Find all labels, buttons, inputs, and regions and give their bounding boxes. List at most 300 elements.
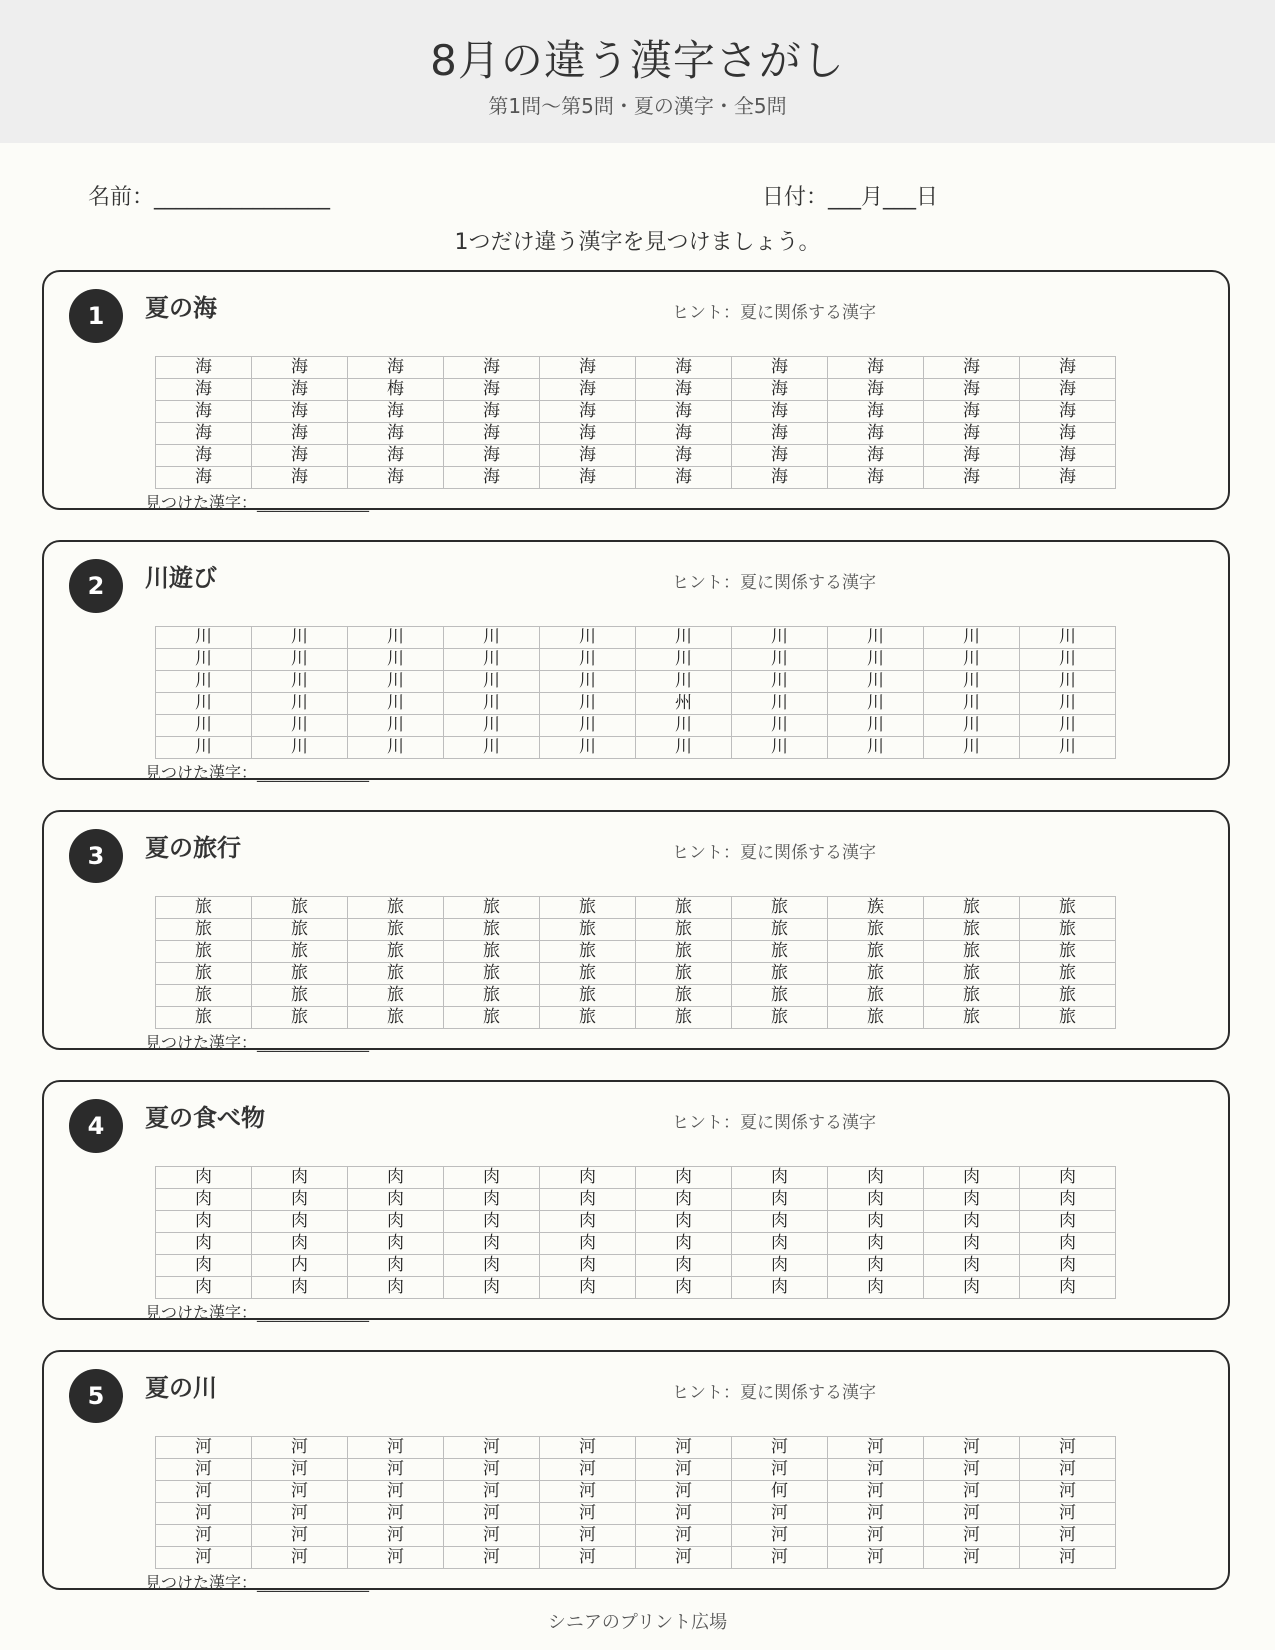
- kanji-cell[interactable]: 海: [924, 357, 1020, 379]
- kanji-cell[interactable]: 河: [348, 1503, 444, 1525]
- kanji-cell[interactable]: 海: [636, 467, 732, 489]
- kanji-cell[interactable]: 肉: [828, 1255, 924, 1277]
- kanji-cell[interactable]: 旅: [348, 1007, 444, 1029]
- kanji-cell[interactable]: 河: [1020, 1503, 1116, 1525]
- kanji-cell[interactable]: 海: [828, 445, 924, 467]
- kanji-cell[interactable]: 河: [444, 1437, 540, 1459]
- kanji-cell[interactable]: 川: [924, 737, 1020, 759]
- kanji-cell[interactable]: 海: [540, 467, 636, 489]
- kanji-cell[interactable]: 川: [444, 737, 540, 759]
- kanji-cell[interactable]: 肉: [156, 1167, 252, 1189]
- kanji-cell[interactable]: 川: [732, 671, 828, 693]
- kanji-cell[interactable]: 川: [156, 671, 252, 693]
- kanji-cell[interactable]: 海: [348, 445, 444, 467]
- kanji-cell[interactable]: 肉: [156, 1233, 252, 1255]
- kanji-cell[interactable]: 旅: [444, 919, 540, 941]
- kanji-cell[interactable]: 河: [156, 1437, 252, 1459]
- kanji-cell[interactable]: 川: [156, 737, 252, 759]
- kanji-cell[interactable]: 旅: [636, 1007, 732, 1029]
- kanji-cell[interactable]: 旅: [348, 963, 444, 985]
- kanji-cell[interactable]: 海: [348, 401, 444, 423]
- kanji-cell[interactable]: 河: [636, 1481, 732, 1503]
- kanji-cell[interactable]: 河: [444, 1547, 540, 1569]
- kanji-cell[interactable]: 州: [636, 693, 732, 715]
- kanji-cell[interactable]: 旅: [1020, 897, 1116, 919]
- kanji-cell[interactable]: 河: [924, 1481, 1020, 1503]
- kanji-cell[interactable]: 河: [252, 1437, 348, 1459]
- kanji-cell[interactable]: 川: [252, 715, 348, 737]
- kanji-cell[interactable]: 旅: [156, 919, 252, 941]
- kanji-cell[interactable]: 海: [540, 379, 636, 401]
- kanji-cell[interactable]: 川: [732, 737, 828, 759]
- found-kanji-answer-line[interactable]: 見つけた漢字：______________: [145, 763, 370, 782]
- kanji-cell[interactable]: 旅: [156, 985, 252, 1007]
- kanji-cell[interactable]: 旅: [924, 897, 1020, 919]
- kanji-cell[interactable]: 旅: [732, 897, 828, 919]
- kanji-cell[interactable]: 肉: [156, 1255, 252, 1277]
- kanji-cell[interactable]: 海: [732, 379, 828, 401]
- kanji-cell[interactable]: 肉: [348, 1211, 444, 1233]
- kanji-cell[interactable]: 旅: [924, 1007, 1020, 1029]
- kanji-cell[interactable]: 肉: [540, 1277, 636, 1299]
- kanji-cell[interactable]: 肉: [540, 1167, 636, 1189]
- kanji-cell[interactable]: 旅: [252, 919, 348, 941]
- kanji-cell[interactable]: 河: [1020, 1547, 1116, 1569]
- kanji-cell[interactable]: 旅: [348, 985, 444, 1007]
- kanji-cell[interactable]: 肉: [252, 1233, 348, 1255]
- kanji-cell[interactable]: 河: [828, 1437, 924, 1459]
- kanji-cell[interactable]: 肉: [1020, 1233, 1116, 1255]
- kanji-cell[interactable]: 肉: [444, 1167, 540, 1189]
- kanji-cell[interactable]: 旅: [924, 919, 1020, 941]
- kanji-cell[interactable]: 肉: [636, 1189, 732, 1211]
- kanji-cell[interactable]: 海: [540, 401, 636, 423]
- kanji-cell[interactable]: 海: [252, 423, 348, 445]
- kanji-cell[interactable]: 旅: [444, 963, 540, 985]
- kanji-cell[interactable]: 川: [828, 649, 924, 671]
- kanji-cell[interactable]: 川: [1020, 649, 1116, 671]
- kanji-cell[interactable]: 河: [156, 1525, 252, 1547]
- kanji-cell[interactable]: 河: [540, 1481, 636, 1503]
- kanji-cell[interactable]: 族: [828, 897, 924, 919]
- kanji-cell[interactable]: 海: [636, 401, 732, 423]
- kanji-cell[interactable]: 海: [828, 379, 924, 401]
- kanji-cell[interactable]: 川: [1020, 671, 1116, 693]
- kanji-cell[interactable]: 海: [252, 379, 348, 401]
- kanji-cell[interactable]: 川: [1020, 715, 1116, 737]
- kanji-cell[interactable]: 海: [444, 379, 540, 401]
- kanji-cell[interactable]: 河: [444, 1503, 540, 1525]
- kanji-cell[interactable]: 旅: [252, 985, 348, 1007]
- kanji-cell[interactable]: 旅: [1020, 941, 1116, 963]
- kanji-cell[interactable]: 河: [348, 1481, 444, 1503]
- kanji-cell[interactable]: 海: [828, 467, 924, 489]
- kanji-cell[interactable]: 河: [156, 1459, 252, 1481]
- found-kanji-answer-line[interactable]: 見つけた漢字：______________: [145, 1303, 370, 1322]
- kanji-cell[interactable]: 海: [1020, 423, 1116, 445]
- kanji-cell[interactable]: 旅: [732, 985, 828, 1007]
- kanji-cell[interactable]: 旅: [924, 963, 1020, 985]
- kanji-cell[interactable]: 海: [1020, 401, 1116, 423]
- kanji-cell[interactable]: 海: [156, 445, 252, 467]
- kanji-cell[interactable]: 肉: [636, 1277, 732, 1299]
- kanji-cell[interactable]: 海: [828, 423, 924, 445]
- kanji-cell[interactable]: 河: [828, 1459, 924, 1481]
- kanji-cell[interactable]: 河: [252, 1547, 348, 1569]
- kanji-cell[interactable]: 海: [156, 423, 252, 445]
- kanji-cell[interactable]: 肉: [444, 1211, 540, 1233]
- kanji-cell[interactable]: 川: [540, 693, 636, 715]
- kanji-cell[interactable]: 肉: [924, 1255, 1020, 1277]
- kanji-cell[interactable]: 川: [732, 649, 828, 671]
- kanji-cell[interactable]: 川: [924, 649, 1020, 671]
- kanji-cell[interactable]: 旅: [156, 1007, 252, 1029]
- kanji-cell[interactable]: 川: [636, 737, 732, 759]
- kanji-cell[interactable]: 河: [348, 1547, 444, 1569]
- kanji-cell[interactable]: 旅: [636, 897, 732, 919]
- kanji-cell[interactable]: 河: [156, 1481, 252, 1503]
- kanji-cell[interactable]: 河: [1020, 1459, 1116, 1481]
- kanji-cell[interactable]: 川: [156, 693, 252, 715]
- kanji-cell[interactable]: 肉: [732, 1189, 828, 1211]
- kanji-cell[interactable]: 肉: [828, 1167, 924, 1189]
- kanji-cell[interactable]: 海: [156, 357, 252, 379]
- kanji-cell[interactable]: 海: [1020, 357, 1116, 379]
- kanji-cell[interactable]: 海: [828, 401, 924, 423]
- kanji-cell[interactable]: 旅: [444, 985, 540, 1007]
- found-kanji-answer-line[interactable]: 見つけた漢字：______________: [145, 1573, 370, 1592]
- kanji-cell[interactable]: 肉: [636, 1255, 732, 1277]
- kanji-cell[interactable]: 肉: [444, 1255, 540, 1277]
- kanji-cell[interactable]: 肉: [540, 1211, 636, 1233]
- kanji-cell[interactable]: 海: [1020, 379, 1116, 401]
- kanji-cell[interactable]: 河: [828, 1547, 924, 1569]
- kanji-cell[interactable]: 肉: [1020, 1255, 1116, 1277]
- kanji-cell[interactable]: 海: [540, 357, 636, 379]
- kanji-cell[interactable]: 何: [732, 1481, 828, 1503]
- kanji-cell[interactable]: 海: [732, 423, 828, 445]
- kanji-cell[interactable]: 川: [348, 715, 444, 737]
- kanji-cell[interactable]: 海: [636, 357, 732, 379]
- kanji-cell[interactable]: 川: [348, 737, 444, 759]
- kanji-cell[interactable]: 川: [444, 671, 540, 693]
- found-kanji-answer-line[interactable]: 見つけた漢字：______________: [145, 493, 370, 512]
- kanji-cell[interactable]: 旅: [732, 941, 828, 963]
- kanji-cell[interactable]: 旅: [444, 941, 540, 963]
- kanji-cell[interactable]: 河: [732, 1437, 828, 1459]
- kanji-cell[interactable]: 肉: [252, 1167, 348, 1189]
- kanji-cell[interactable]: 肉: [156, 1277, 252, 1299]
- kanji-cell[interactable]: 肉: [636, 1211, 732, 1233]
- kanji-cell[interactable]: 河: [540, 1459, 636, 1481]
- kanji-cell[interactable]: 海: [732, 445, 828, 467]
- kanji-cell[interactable]: 旅: [252, 897, 348, 919]
- kanji-cell[interactable]: 肉: [924, 1277, 1020, 1299]
- kanji-cell[interactable]: 川: [156, 649, 252, 671]
- kanji-cell[interactable]: 河: [636, 1525, 732, 1547]
- kanji-cell[interactable]: 川: [828, 671, 924, 693]
- kanji-cell[interactable]: 川: [636, 627, 732, 649]
- kanji-cell[interactable]: 海: [252, 467, 348, 489]
- kanji-cell[interactable]: 旅: [828, 941, 924, 963]
- kanji-cell[interactable]: 川: [924, 627, 1020, 649]
- kanji-cell[interactable]: 川: [348, 693, 444, 715]
- kanji-cell[interactable]: 旅: [732, 963, 828, 985]
- kanji-cell[interactable]: 川: [828, 693, 924, 715]
- kanji-cell[interactable]: 河: [540, 1547, 636, 1569]
- kanji-cell[interactable]: 河: [732, 1525, 828, 1547]
- kanji-cell[interactable]: 河: [1020, 1481, 1116, 1503]
- kanji-cell[interactable]: 肉: [1020, 1167, 1116, 1189]
- kanji-cell[interactable]: 河: [828, 1481, 924, 1503]
- kanji-cell[interactable]: 肉: [828, 1233, 924, 1255]
- kanji-cell[interactable]: 旅: [252, 1007, 348, 1029]
- kanji-cell[interactable]: 河: [252, 1525, 348, 1547]
- kanji-cell[interactable]: 河: [636, 1503, 732, 1525]
- kanji-cell[interactable]: 河: [540, 1437, 636, 1459]
- kanji-cell[interactable]: 川: [444, 693, 540, 715]
- kanji-cell[interactable]: 川: [924, 693, 1020, 715]
- kanji-cell[interactable]: 河: [924, 1459, 1020, 1481]
- kanji-cell[interactable]: 肉: [156, 1189, 252, 1211]
- kanji-cell[interactable]: 川: [252, 649, 348, 671]
- kanji-cell[interactable]: 河: [252, 1481, 348, 1503]
- kanji-cell[interactable]: 肉: [924, 1211, 1020, 1233]
- kanji-cell[interactable]: 川: [252, 693, 348, 715]
- kanji-cell[interactable]: 海: [252, 401, 348, 423]
- kanji-cell[interactable]: 旅: [1020, 1007, 1116, 1029]
- kanji-cell[interactable]: 肉: [1020, 1211, 1116, 1233]
- kanji-cell[interactable]: 肉: [732, 1167, 828, 1189]
- kanji-cell[interactable]: 肉: [828, 1277, 924, 1299]
- kanji-cell[interactable]: 肉: [1020, 1189, 1116, 1211]
- kanji-cell[interactable]: 川: [252, 671, 348, 693]
- kanji-cell[interactable]: 海: [924, 467, 1020, 489]
- kanji-cell[interactable]: 旅: [636, 941, 732, 963]
- kanji-cell[interactable]: 海: [540, 445, 636, 467]
- kanji-cell[interactable]: 河: [348, 1437, 444, 1459]
- kanji-cell[interactable]: 旅: [156, 941, 252, 963]
- kanji-cell[interactable]: 川: [252, 737, 348, 759]
- kanji-cell[interactable]: 旅: [252, 963, 348, 985]
- kanji-cell[interactable]: 川: [636, 671, 732, 693]
- kanji-cell[interactable]: 旅: [540, 919, 636, 941]
- kanji-cell[interactable]: 河: [444, 1459, 540, 1481]
- kanji-cell[interactable]: 海: [924, 379, 1020, 401]
- kanji-cell[interactable]: 海: [444, 423, 540, 445]
- name-field[interactable]: 名前：________________: [88, 185, 331, 210]
- kanji-cell[interactable]: 海: [156, 467, 252, 489]
- kanji-cell[interactable]: 川: [444, 715, 540, 737]
- kanji-cell[interactable]: 肉: [828, 1211, 924, 1233]
- kanji-cell[interactable]: 河: [444, 1525, 540, 1547]
- kanji-cell[interactable]: 海: [924, 445, 1020, 467]
- kanji-cell[interactable]: 海: [924, 401, 1020, 423]
- kanji-cell[interactable]: 川: [540, 715, 636, 737]
- kanji-cell[interactable]: 旅: [540, 941, 636, 963]
- kanji-cell[interactable]: 河: [540, 1503, 636, 1525]
- kanji-cell[interactable]: 旅: [636, 985, 732, 1007]
- kanji-cell[interactable]: 海: [732, 357, 828, 379]
- kanji-cell[interactable]: 河: [732, 1547, 828, 1569]
- kanji-cell[interactable]: 肉: [732, 1255, 828, 1277]
- kanji-cell[interactable]: 肉: [924, 1167, 1020, 1189]
- kanji-cell[interactable]: 川: [252, 627, 348, 649]
- kanji-cell[interactable]: 川: [636, 649, 732, 671]
- kanji-cell[interactable]: 河: [924, 1525, 1020, 1547]
- kanji-cell[interactable]: 旅: [156, 897, 252, 919]
- kanji-cell[interactable]: 旅: [828, 985, 924, 1007]
- kanji-cell[interactable]: 旅: [348, 897, 444, 919]
- kanji-cell[interactable]: 川: [540, 737, 636, 759]
- kanji-cell[interactable]: 肉: [540, 1233, 636, 1255]
- kanji-cell[interactable]: 肉: [348, 1255, 444, 1277]
- kanji-cell[interactable]: 河: [1020, 1525, 1116, 1547]
- kanji-cell[interactable]: 旅: [444, 897, 540, 919]
- kanji-cell[interactable]: 肉: [444, 1189, 540, 1211]
- kanji-cell[interactable]: 海: [156, 401, 252, 423]
- kanji-cell[interactable]: 肉: [540, 1189, 636, 1211]
- kanji-cell[interactable]: 海: [348, 357, 444, 379]
- kanji-cell[interactable]: 旅: [828, 963, 924, 985]
- kanji-cell[interactable]: 川: [1020, 737, 1116, 759]
- kanji-cell[interactable]: 河: [732, 1459, 828, 1481]
- kanji-cell[interactable]: 海: [924, 423, 1020, 445]
- kanji-cell[interactable]: 海: [348, 467, 444, 489]
- kanji-cell[interactable]: 肉: [540, 1255, 636, 1277]
- kanji-cell[interactable]: 川: [732, 627, 828, 649]
- kanji-cell[interactable]: 河: [156, 1547, 252, 1569]
- kanji-cell[interactable]: 旅: [1020, 985, 1116, 1007]
- kanji-cell[interactable]: 河: [636, 1437, 732, 1459]
- kanji-cell[interactable]: 河: [348, 1525, 444, 1547]
- kanji-cell[interactable]: 肉: [636, 1233, 732, 1255]
- kanji-cell[interactable]: 肉: [924, 1189, 1020, 1211]
- kanji-cell[interactable]: 河: [252, 1459, 348, 1481]
- kanji-cell[interactable]: 肉: [444, 1277, 540, 1299]
- kanji-cell[interactable]: 海: [444, 401, 540, 423]
- kanji-cell[interactable]: 川: [156, 627, 252, 649]
- kanji-cell[interactable]: 旅: [732, 919, 828, 941]
- kanji-cell[interactable]: 河: [828, 1503, 924, 1525]
- kanji-cell[interactable]: 川: [924, 715, 1020, 737]
- kanji-cell[interactable]: 川: [828, 737, 924, 759]
- kanji-cell[interactable]: 旅: [1020, 963, 1116, 985]
- kanji-cell[interactable]: 川: [540, 627, 636, 649]
- kanji-cell[interactable]: 内: [252, 1255, 348, 1277]
- kanji-cell[interactable]: 海: [732, 401, 828, 423]
- kanji-cell[interactable]: 海: [252, 445, 348, 467]
- kanji-cell[interactable]: 旅: [348, 919, 444, 941]
- kanji-cell[interactable]: 肉: [348, 1233, 444, 1255]
- kanji-cell[interactable]: 河: [924, 1503, 1020, 1525]
- kanji-cell[interactable]: 肉: [1020, 1277, 1116, 1299]
- kanji-cell[interactable]: 川: [828, 715, 924, 737]
- kanji-cell[interactable]: 旅: [540, 963, 636, 985]
- kanji-cell[interactable]: 肉: [732, 1233, 828, 1255]
- kanji-cell[interactable]: 肉: [444, 1233, 540, 1255]
- kanji-cell[interactable]: 肉: [828, 1189, 924, 1211]
- kanji-cell[interactable]: 肉: [636, 1167, 732, 1189]
- kanji-cell[interactable]: 川: [1020, 627, 1116, 649]
- kanji-cell[interactable]: 海: [636, 445, 732, 467]
- kanji-cell[interactable]: 旅: [924, 985, 1020, 1007]
- kanji-cell[interactable]: 海: [1020, 467, 1116, 489]
- kanji-cell[interactable]: 川: [828, 627, 924, 649]
- kanji-cell[interactable]: 海: [732, 467, 828, 489]
- date-field[interactable]: 日付：___月___日: [762, 185, 939, 210]
- kanji-cell[interactable]: 肉: [924, 1233, 1020, 1255]
- kanji-cell[interactable]: 海: [252, 357, 348, 379]
- kanji-cell[interactable]: 川: [444, 649, 540, 671]
- kanji-cell[interactable]: 海: [636, 379, 732, 401]
- kanji-cell[interactable]: 川: [540, 671, 636, 693]
- kanji-cell[interactable]: 旅: [252, 941, 348, 963]
- kanji-cell[interactable]: 肉: [732, 1277, 828, 1299]
- kanji-cell[interactable]: 川: [348, 671, 444, 693]
- kanji-cell[interactable]: 川: [732, 693, 828, 715]
- kanji-cell[interactable]: 川: [636, 715, 732, 737]
- kanji-cell[interactable]: 川: [924, 671, 1020, 693]
- kanji-cell[interactable]: 肉: [732, 1211, 828, 1233]
- kanji-cell[interactable]: 河: [636, 1459, 732, 1481]
- kanji-cell[interactable]: 川: [1020, 693, 1116, 715]
- kanji-cell[interactable]: 河: [540, 1525, 636, 1547]
- kanji-cell[interactable]: 河: [444, 1481, 540, 1503]
- kanji-cell[interactable]: 肉: [252, 1189, 348, 1211]
- kanji-cell[interactable]: 旅: [732, 1007, 828, 1029]
- kanji-cell[interactable]: 海: [348, 423, 444, 445]
- kanji-cell[interactable]: 河: [732, 1503, 828, 1525]
- kanji-cell[interactable]: 河: [828, 1525, 924, 1547]
- kanji-cell[interactable]: 河: [924, 1437, 1020, 1459]
- kanji-cell[interactable]: 旅: [924, 941, 1020, 963]
- kanji-cell[interactable]: 肉: [348, 1189, 444, 1211]
- kanji-cell[interactable]: 旅: [156, 963, 252, 985]
- kanji-cell[interactable]: 旅: [636, 919, 732, 941]
- kanji-cell[interactable]: 川: [348, 649, 444, 671]
- kanji-cell[interactable]: 川: [540, 649, 636, 671]
- kanji-cell[interactable]: 肉: [348, 1277, 444, 1299]
- kanji-cell[interactable]: 河: [1020, 1437, 1116, 1459]
- kanji-cell[interactable]: 旅: [828, 919, 924, 941]
- kanji-cell[interactable]: 川: [444, 627, 540, 649]
- kanji-cell[interactable]: 旅: [636, 963, 732, 985]
- found-kanji-answer-line[interactable]: 見つけた漢字：______________: [145, 1033, 370, 1052]
- kanji-cell[interactable]: 海: [828, 357, 924, 379]
- kanji-cell[interactable]: 梅: [348, 379, 444, 401]
- kanji-cell[interactable]: 河: [924, 1547, 1020, 1569]
- kanji-cell[interactable]: 旅: [444, 1007, 540, 1029]
- kanji-cell[interactable]: 旅: [828, 1007, 924, 1029]
- kanji-cell[interactable]: 旅: [348, 941, 444, 963]
- kanji-cell[interactable]: 河: [636, 1547, 732, 1569]
- kanji-cell[interactable]: 海: [540, 423, 636, 445]
- kanji-cell[interactable]: 河: [156, 1503, 252, 1525]
- kanji-cell[interactable]: 海: [1020, 445, 1116, 467]
- kanji-cell[interactable]: 肉: [156, 1211, 252, 1233]
- kanji-cell[interactable]: 肉: [252, 1211, 348, 1233]
- kanji-cell[interactable]: 海: [444, 467, 540, 489]
- kanji-cell[interactable]: 海: [444, 357, 540, 379]
- kanji-cell[interactable]: 河: [252, 1503, 348, 1525]
- kanji-cell[interactable]: 旅: [540, 897, 636, 919]
- kanji-cell[interactable]: 海: [636, 423, 732, 445]
- kanji-cell[interactable]: 旅: [1020, 919, 1116, 941]
- kanji-cell[interactable]: 海: [444, 445, 540, 467]
- kanji-cell[interactable]: 川: [348, 627, 444, 649]
- kanji-cell[interactable]: 肉: [348, 1167, 444, 1189]
